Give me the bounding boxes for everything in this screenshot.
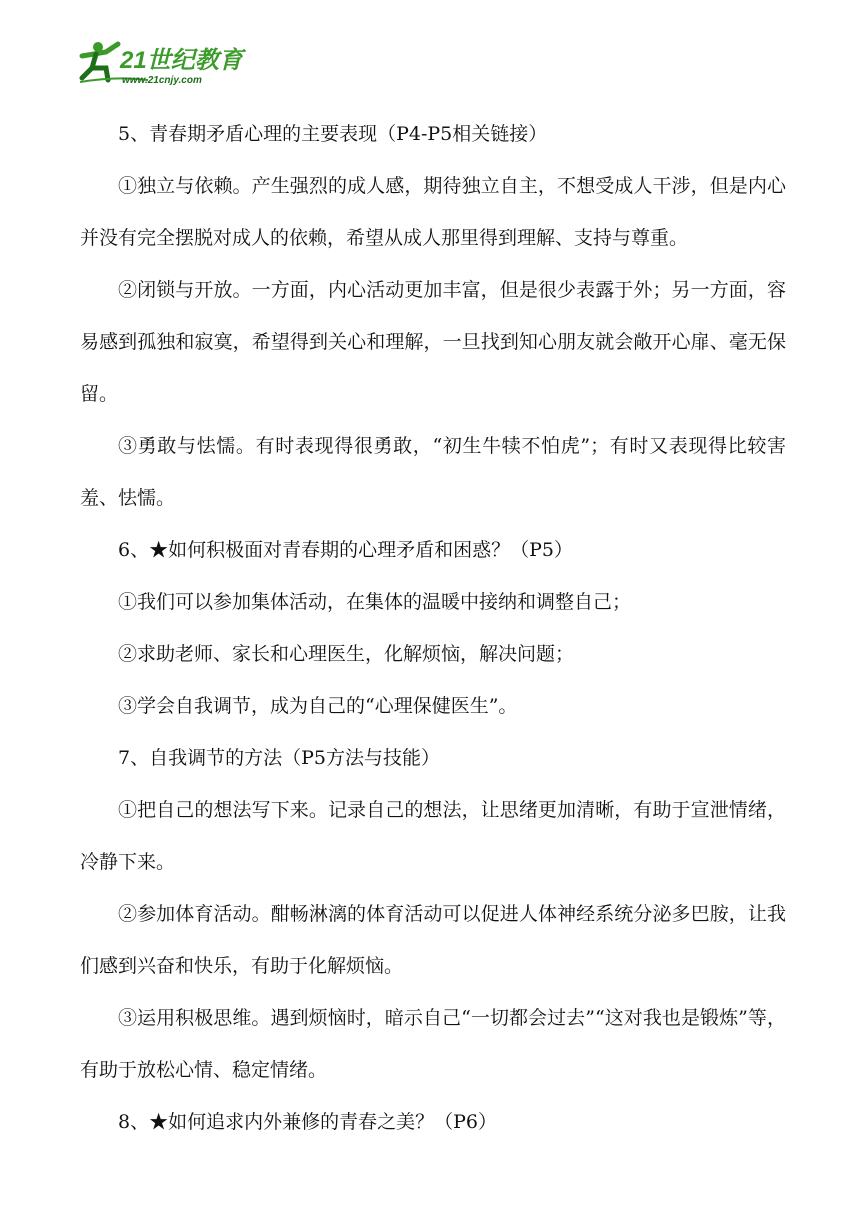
logo-url-text: www.21cnjy.com xyxy=(122,75,202,86)
logo-graphic xyxy=(78,38,248,86)
paragraph-brave-timid: ③勇敢与怯懦。有时表现得很勇敢，“初生牛犊不怕虎”；有时又表现得比较害羞、怯懦。 xyxy=(80,435,786,509)
paragraph-independence: ①独立与依赖。产生强烈的成人感，期待独立自主，不想受成人干涉，但是内心并没有完全摆脱对成人的依赖，希望从成人那里得到理解、支持与尊重。 xyxy=(80,175,786,249)
site-logo xyxy=(78,38,248,86)
heading-5: 5、青春期矛盾心理的主要表现（P4-P5相关链接） xyxy=(118,123,548,145)
document-body xyxy=(80,108,786,1148)
heading-7: 7、自我调节的方法（P5方法与技能） xyxy=(118,747,440,769)
heading-8: 8、★如何追求内外兼修的青春之美？（P6） xyxy=(118,1111,497,1133)
paragraph-write-down: ①把自己的想法写下来。记录自己的想法，让思绪更加清晰，有助于宣泄情绪，冷静下来。 xyxy=(80,799,786,873)
paragraph-positive-thinking: ③运用积极思维。遇到烦恼时，暗示自己“一切都会过去”“这对我也是锻炼”等，有助于放松心情、稳定情绪。 xyxy=(80,1007,786,1081)
paragraph-seek-help: ②求助老师、家长和心理医生，化解烦恼，解决问题； xyxy=(118,643,575,665)
logo-brand-text: 21世纪教育 xyxy=(120,47,243,74)
paragraph-sports: ②参加体育活动。酣畅淋漓的体育活动可以促进人体神经系统分泌多巴胺，让我们感到兴奋和快乐，有助于化解烦恼。 xyxy=(80,903,786,977)
heading-6: 6、★如何积极面对青春期的心理矛盾和困惑？（P5） xyxy=(118,539,573,561)
paragraph-closed-open: ②闭锁与开放。一方面，内心活动更加丰富，但是很少表露于外；另一方面，容易感到孤独和寂寞，希望得到关心和理解，一旦找到知心朋友就会敞开心扉、毫无保留。 xyxy=(80,279,786,405)
paragraph-group-activities: ①我们可以参加集体活动，在集体的温暖中接纳和调整自己； xyxy=(118,591,632,613)
paragraph-self-regulation: ③学会自我调节，成为自己的“心理保健医生”。 xyxy=(118,695,518,717)
